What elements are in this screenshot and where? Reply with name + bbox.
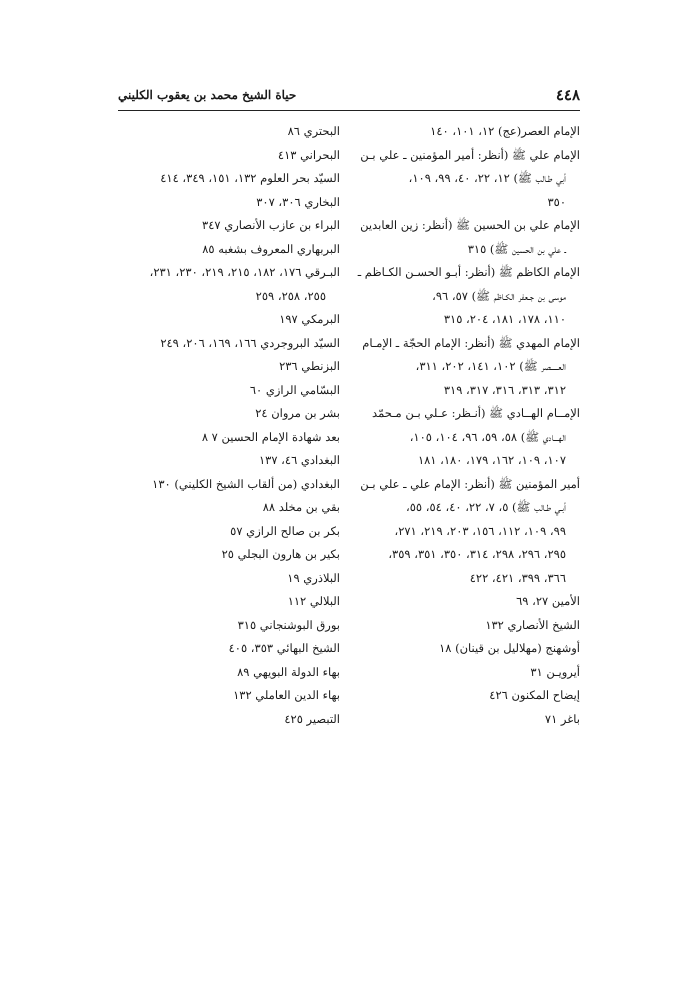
index-entry <box>350 120 580 144</box>
index-entry <box>115 614 340 638</box>
index-entry-continuation: ـ علي بن الحسين ﷺ) ٣١٥ <box>467 241 566 256</box>
index-entry-line: البلاذري ١٩ <box>287 570 340 585</box>
index-entry-continuation: ٢٩٥، ٢٩٦، ٢٩٨، ٣١٤، ٣٥٠، ٣٥١، ٣٥٩، <box>388 547 566 561</box>
index-entry <box>115 167 340 191</box>
index-entry-line: بعد شهادة الإمام الحسين ٧ ٨ <box>201 429 340 444</box>
index-entry-line: الإمــام الهــادي ﷺ (أنـظر: عـلي بـن مـحمّد <box>372 406 580 420</box>
index-entry-line: الإمام علي ﷺ (أنظر: أمير المؤمنين ـ علي بـن <box>360 147 580 162</box>
running-title: حياة الشيخ محمد بن يعقوب الكليني <box>118 88 297 102</box>
index-entry <box>115 214 340 238</box>
index-entry-continuation: أبـي طـالب ﷺ) ٥، ٧، ٢٢، ٤٠، ٥٤، ٥٥، <box>406 500 566 514</box>
index-entry <box>115 449 340 473</box>
index-entry <box>350 261 580 332</box>
index-entry-continuation: ٣٦٦، ٣٩٩، ٤٢١، ٤٢٢ <box>469 570 566 585</box>
index-entry-line: باغر ٧١ <box>544 711 580 726</box>
index-entry <box>115 238 340 262</box>
index-entry <box>115 684 340 708</box>
index-entry-line: بكر بن صالح الرازي ٥٧ <box>230 523 340 538</box>
index-entry <box>115 543 340 567</box>
index-entry <box>115 496 340 520</box>
index-entry <box>115 191 340 215</box>
index-entry <box>350 590 580 614</box>
index-entry-line: البغدادي (من ألقاب الشيخ الكليني) ١٣٠ <box>152 476 340 491</box>
index-entry <box>115 590 340 614</box>
index-column-left <box>115 120 340 731</box>
index-entry-line: البلالي ١١٢ <box>287 594 340 608</box>
index-entry <box>115 402 340 426</box>
index-entry-line: الإمام المهدي ﷺ (أنظر: الإمام الحجّة ـ الإمـام <box>362 335 580 350</box>
index-entry-line: البزنطي ٢٣٦ <box>279 359 340 373</box>
index-entry-continuation: العـــــصر ﷺ) ١٠٢، ١٤١، ٢٠٢، ٣١١، <box>415 359 566 373</box>
index-entry <box>115 637 340 661</box>
index-entry <box>115 261 340 308</box>
index-column-right <box>350 120 580 731</box>
index-entry-line: البخاري ٣٠٦، ٣٠٧ <box>256 194 340 209</box>
index-entry-line: الأمين ٢٧، ٦٩ <box>516 594 580 608</box>
index-entry <box>115 144 340 168</box>
index-entry-line: إيضاح المكنون ٤٢٦ <box>489 688 580 702</box>
index-entry-line: الإمام العصر(عج) ١٢، ١٠١، ١٤٠ <box>430 124 580 138</box>
index-entry-continuation: ٩٩، ١٠٩، ١١٢، ١٥٦، ٢٠٣، ٢١٩، ٢٧١، <box>394 523 566 538</box>
index-entry-line: بورق البوشنجاني ٣١٥ <box>237 617 340 632</box>
index-entry-line: التبصير ٤٢٥ <box>284 711 340 726</box>
index-entry-line: بكير بن هارون البجلي ٢٥ <box>221 547 340 561</box>
index-entry-line: البحراني ٤١٣ <box>277 147 340 162</box>
index-entry-line: البغدادي ٤٦، ١٣٧ <box>259 453 340 467</box>
index-entry <box>115 426 340 450</box>
index-entry-continuation: ٣٥٠ <box>547 194 566 209</box>
index-entry-line: أمير المؤمنين ﷺ (أنظر: الإمام علي ـ علي بـن <box>360 476 580 491</box>
index-entry-line: الإمام علي بن الحسين ﷺ (أنظر: زين العابدين <box>360 218 580 232</box>
index-entry <box>115 567 340 591</box>
index-entry <box>350 144 580 215</box>
index-entry <box>115 332 340 356</box>
index-entry-continuation: موسى بن جـعفر الكـاظم ﷺ) ٥٧، ٩٦، <box>432 288 566 303</box>
index-entry <box>350 614 580 638</box>
index-entry-line: الإمام الكاظم ﷺ (أنظر: أبـو الحسـن الكـاظم ـ <box>357 265 580 279</box>
index-entry-line: بهاء الدولة البويهي ٨٩ <box>237 664 340 679</box>
index-entry <box>115 708 340 732</box>
index-entry <box>115 355 340 379</box>
index-entry <box>350 402 580 473</box>
index-entry-line: الشيخ الأنصاري ١٣٢ <box>485 617 580 632</box>
index-entry <box>350 473 580 591</box>
index-entry-continuation: ٢٥٥، ٢٥٨، ٢٥٩ <box>255 288 326 303</box>
index-entry <box>350 708 580 732</box>
index-entry-line: السيّد بحر العلوم ١٣٢، ١٥١، ٣٤٩، ٤١٤ <box>160 171 340 185</box>
index-entry-line: البحتري ٨٦ <box>287 124 340 138</box>
index-entry <box>350 214 580 261</box>
index-entry <box>350 684 580 708</box>
index-entry-line: أيرويـن ٣١ <box>530 664 580 679</box>
index-entry <box>115 120 340 144</box>
index-entry-line: البسّامي الرازي ٦٠ <box>249 382 340 397</box>
index-entry <box>115 379 340 403</box>
index-entry <box>115 308 340 332</box>
index-entry <box>115 520 340 544</box>
index-entry-line: بشر بن مروان ٢٤ <box>255 406 340 420</box>
index-entry-line: الشيخ البهائي ٣٥٣، ٤٠٥ <box>228 641 340 655</box>
index-entry <box>350 637 580 661</box>
index-entry <box>115 473 340 497</box>
index-entry-line: البراء بن عازب الأنصاري ٣٤٧ <box>202 218 340 232</box>
page-number: ٤٤٨ <box>555 86 580 104</box>
index-entry-continuation: ١١٠، ١٧٨، ١٨١، ٢٠٤، ٣١٥ <box>443 312 566 326</box>
index-entry-continuation: ١٠٧، ١٠٩، ١٦٢، ١٧٩، ١٨٠، ١٨١ <box>417 453 566 467</box>
index-entry-line: البربهاري المعروف بشغبه ٨٥ <box>202 241 340 256</box>
index-entry-line: بهاء الدين العاملي ١٣٢ <box>233 688 340 702</box>
index-entry-continuation: ٣١٢، ٣١٣، ٣١٦، ٣١٧، ٣١٩ <box>443 382 566 397</box>
index-entry-line: البـرقي ١٧٦، ١٨٢، ٢١٥، ٢١٩، ٢٣٠، ٢٣١، <box>149 265 340 279</box>
index-entry <box>350 332 580 403</box>
index-entry-line: أوشهنج (مهلاليل بن قينان) ١٨ <box>439 641 580 655</box>
index-entry-line: البرمكي ١٩٧ <box>279 312 340 326</box>
index-entry-line: بقي بن مخلد ٨٨ <box>262 500 340 514</box>
page-header <box>118 84 580 111</box>
index-entry <box>350 661 580 685</box>
index-entry <box>115 661 340 685</box>
index-entry-continuation: أبي طـالب ﷺ) ١٢، ٢٢، ٤٠، ٩٩، ١٠٩، <box>408 171 566 185</box>
index-entry-line: السيّد البروجردي ١٦٦، ١٦٩، ٢٠٦، ٢٤٩ <box>160 335 340 350</box>
index-entry-continuation: الهـــادي ﷺ) ٥٨، ٥٩، ٩٦، ١٠٤، ١٠٥، <box>409 429 566 444</box>
